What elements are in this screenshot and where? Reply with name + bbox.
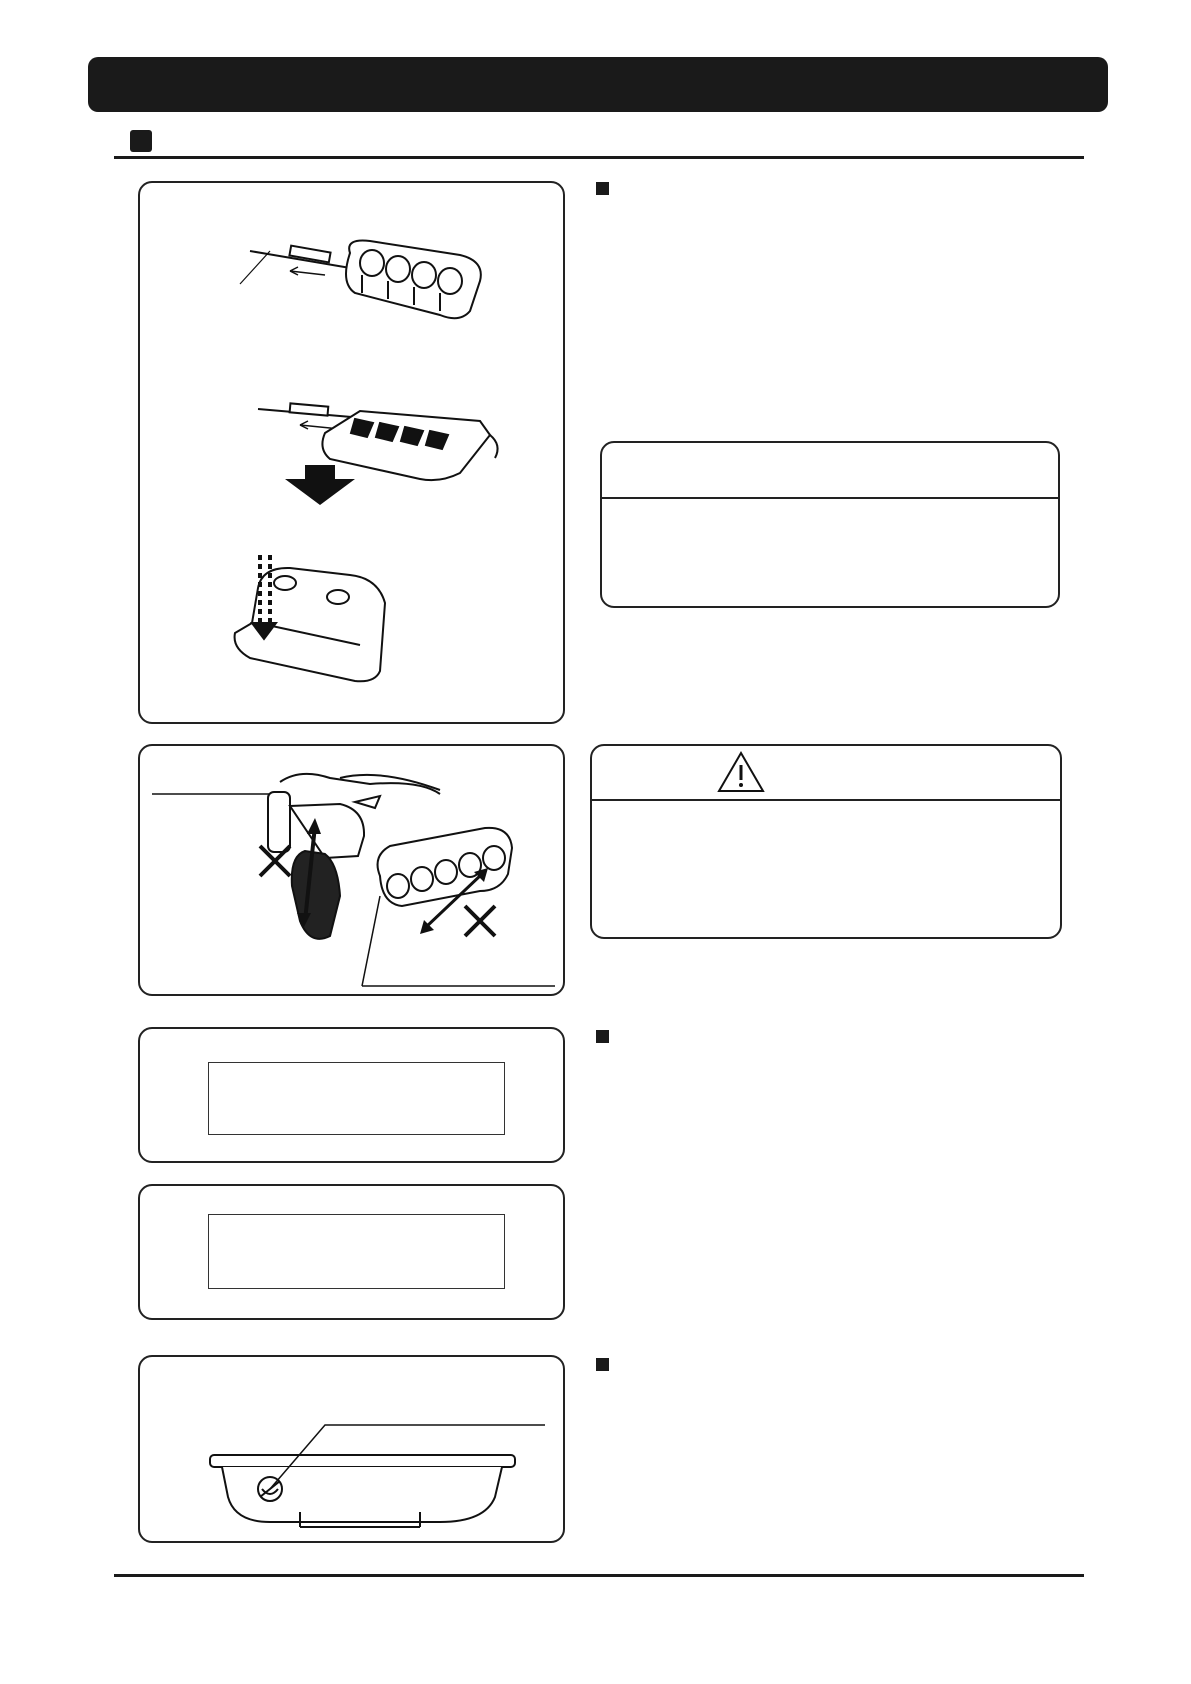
figure-instrument-holders [138,181,565,724]
bullet-square-icon [596,1358,609,1371]
foot-control-icon [235,555,385,681]
footer-rule [114,1574,1084,1577]
tray-holder [322,411,497,480]
section-marker-icon [130,130,152,152]
warning-triangle-icon [716,750,766,794]
cuspidor-drain-illustration [140,1357,565,1543]
label-plate-text [209,1063,504,1083]
bullet-square-icon [596,1030,609,1043]
figure-label-panel-1 [138,1027,565,1163]
arrow-down-icon [285,465,355,505]
label-plate-text [209,1215,504,1235]
figure-label-panel-2 [138,1184,565,1320]
figure-cuspidor-drain [138,1355,565,1543]
round-holder [346,241,481,319]
label-plate [208,1214,505,1289]
label-plate [208,1062,505,1135]
note-box [600,441,1060,608]
header-rule [114,156,1084,159]
note-divider [602,497,1058,499]
figure-holder-caution [138,744,565,996]
cross-mark-icon [465,906,495,936]
caution-box [590,744,1062,939]
chapter-title-bar [88,57,1108,112]
bullet-square-icon [596,182,609,195]
holder-caution-illustration [140,746,565,996]
instrument-holders-illustration [140,183,565,724]
caution-divider [592,799,1060,801]
